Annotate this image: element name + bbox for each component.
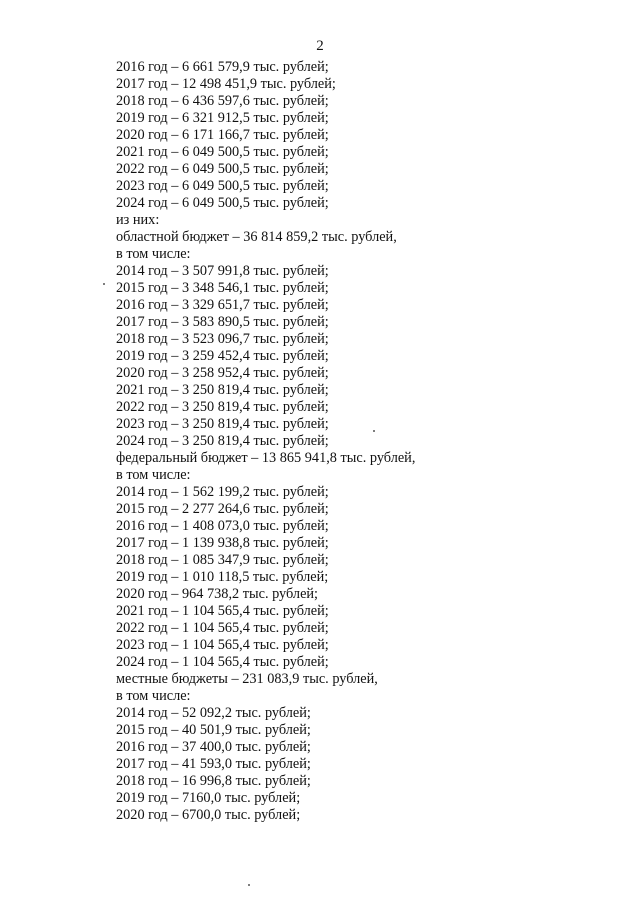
text-line: 2016 год – 6 661 579,9 тыс. рублей; [116, 59, 329, 75]
text-line: 2014 год – 1 562 199,2 тыс. рублей; [116, 484, 329, 500]
text-line: 2018 год – 1 085 347,9 тыс. рублей; [116, 552, 329, 568]
text-line: 2023 год – 1 104 565,4 тыс. рублей; [116, 637, 329, 653]
text-line: 2024 год – 6 049 500,5 тыс. рублей; [116, 195, 329, 211]
text-line: 2018 год – 16 996,8 тыс. рублей; [116, 773, 311, 789]
text-line: 2022 год – 1 104 565,4 тыс. рублей; [116, 620, 329, 636]
section-heading-federal-budget: федеральный бюджет – 13 865 941,8 тыс. рублей, [116, 450, 416, 466]
text-line: 2021 год – 6 049 500,5 тыс. рублей; [116, 144, 329, 160]
text-line: из них: [116, 212, 160, 228]
text-line: 2020 год – 964 738,2 тыс. рублей; [116, 586, 319, 602]
text-line: 2019 год – 7160,0 тыс. рублей; [116, 790, 301, 806]
section-heading-local-budgets: местные бюджеты – 231 083,9 тыс. рублей, [116, 671, 378, 687]
text-line: 2024 год – 1 104 565,4 тыс. рублей; [116, 654, 329, 670]
scan-speck [103, 283, 105, 285]
text-line: 2016 год – 3 329 651,7 тыс. рублей; [116, 297, 329, 313]
text-line: 2015 год – 3 348 546,1 тыс. рублей; [116, 280, 329, 296]
text-line: 2020 год – 3 258 952,4 тыс. рублей; [116, 365, 329, 381]
text-line: 2019 год – 1 010 118,5 тыс. рублей; [116, 569, 329, 585]
text-line: 2014 год – 52 092,2 тыс. рублей; [116, 705, 311, 721]
text-line: в том числе: [116, 246, 191, 262]
text-line: 2014 год – 3 507 991,8 тыс. рублей; [116, 263, 329, 279]
text-line: 2021 год – 3 250 819,4 тыс. рублей; [116, 382, 329, 398]
text-line: 2018 год – 6 436 597,6 тыс. рублей; [116, 93, 329, 109]
text-line: 2016 год – 37 400,0 тыс. рублей; [116, 739, 311, 755]
text-line: 2020 год – 6700,0 тыс. рублей; [116, 807, 301, 823]
text-line: в том числе: [116, 688, 191, 704]
text-line: 2017 год – 3 583 890,5 тыс. рублей; [116, 314, 329, 330]
text-line: 2016 год – 1 408 073,0 тыс. рублей; [116, 518, 329, 534]
text-line: 2023 год – 6 049 500,5 тыс. рублей; [116, 178, 329, 194]
text-line: 2018 год – 3 523 096,7 тыс. рублей; [116, 331, 329, 347]
text-line: 2024 год – 3 250 819,4 тыс. рублей; [116, 433, 329, 449]
text-line: 2017 год – 12 498 451,9 тыс. рублей; [116, 76, 336, 92]
page-number: 2 [316, 38, 324, 54]
document-body [116, 59, 616, 824]
scan-speck [373, 430, 375, 432]
text-line: 2023 год – 3 250 819,4 тыс. рублей; [116, 416, 329, 432]
text-line: 2019 год – 3 259 452,4 тыс. рублей; [116, 348, 329, 364]
text-line: 2015 год – 2 277 264,6 тыс. рублей; [116, 501, 329, 517]
text-line: в том числе: [116, 467, 191, 483]
text-line: 2015 год – 40 501,9 тыс. рублей; [116, 722, 311, 738]
text-line: 2017 год – 1 139 938,8 тыс. рублей; [116, 535, 329, 551]
text-line: 2017 год – 41 593,0 тыс. рублей; [116, 756, 311, 772]
section-heading-regional-budget: областной бюджет – 36 814 859,2 тыс. рублей, [116, 229, 397, 245]
text-line: 2022 год – 3 250 819,4 тыс. рублей; [116, 399, 329, 415]
text-line: 2020 год – 6 171 166,7 тыс. рублей; [116, 127, 329, 143]
text-line: 2021 год – 1 104 565,4 тыс. рублей; [116, 603, 329, 619]
text-line: 2019 год – 6 321 912,5 тыс. рублей; [116, 110, 329, 126]
scan-speck [248, 884, 250, 886]
text-line: 2022 год – 6 049 500,5 тыс. рублей; [116, 161, 329, 177]
